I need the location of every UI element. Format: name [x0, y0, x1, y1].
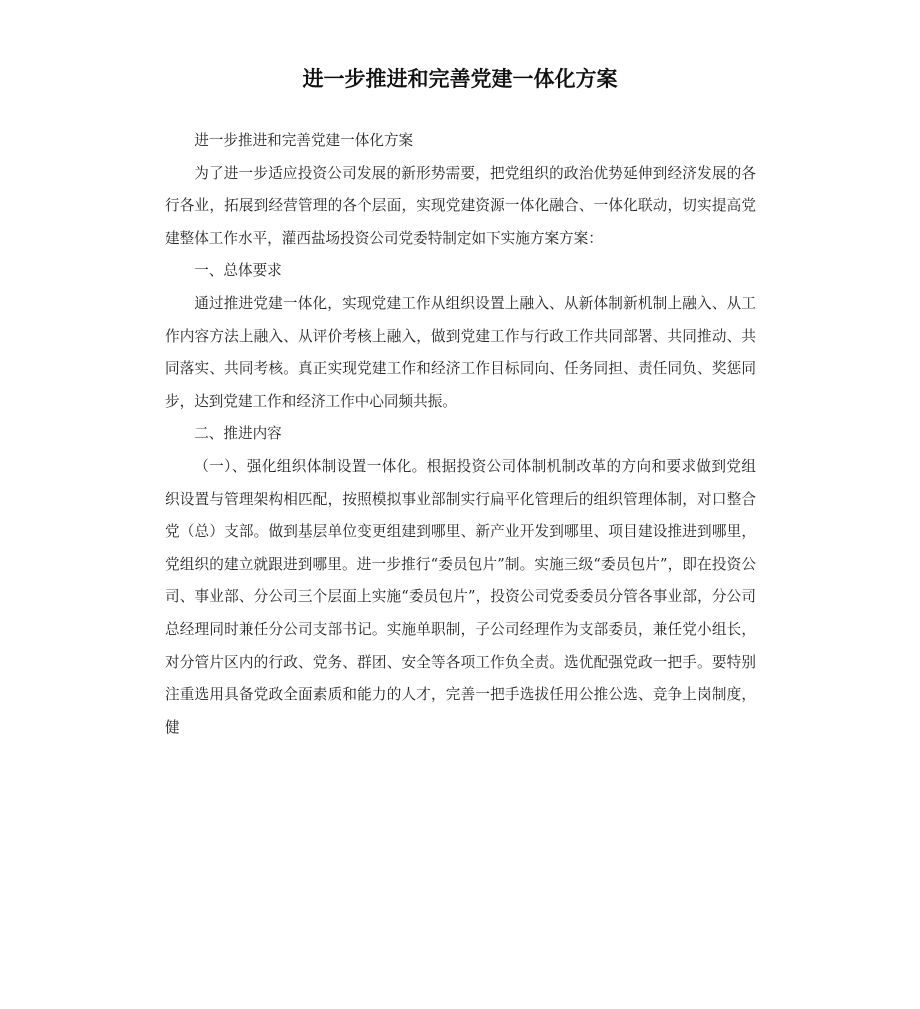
- section-heading-general-requirements: 一、总体要求: [194, 262, 282, 280]
- body-paragraph-organization: （一）、强化组织体制设置一体化。根据投资公司体制机制改革的方向和要求做到党组织设置与管理架构相匹配，按照模拟事业部制实行扁平化管理后的组织管理体制，对口整合党（总）支部。做到基层单位变更组建到哪里、新产业开发到哪里、项目建设推进到哪里，党组织的建立就跟进到哪里。进一步推行“委员包片”制。实施三级“委员包片”，即在投资公司、事业部、分公司三个层面上实施“委员包片”，投资公司党委委员分管各事业部，分公司总经理同时兼任分公司支部书记。实施单职制，子公司经理作为支部委员，兼任党小组长，对分管片区内的行政、党务、群团、安全等各项工作负全责。选优配强党政一把手。要特别注重选用具备党政全面素质和能力的人才，完善一把手选拔任用公推公选、竞争上岗制度，健: [165, 457, 756, 736]
- body-paragraph-requirements: 通过推进党建一体化，实现党建工作从组织设置上融入、从新体制新机制上融入、从工作内容方法上融入、从评价考核上融入，做到党建工作与行政工作共同部署、共同推动、共同落实、共同考核。真正实现党建工作和经济工作目标同向、任务同担、责任同负、奖惩同步，达到党建工作和经济工作中心同频共振。: [165, 294, 756, 410]
- body-paragraph-subtitle: 进一步推进和完善党建一体化方案: [194, 132, 414, 149]
- section-heading-content: 二、推进内容: [194, 425, 282, 443]
- document-title: 进一步推进和完善党建一体化方案: [302, 67, 618, 91]
- body-paragraph-intro: 为了进一步适应投资公司发展的新形势需要，把党组织的政治优势延伸到经济发展的各行各业，拓展到经营管理的各个层面，实现党建资源一体化融合、一体化联动，切实提高党建整体工作水平，灌西盐场投资公司党委特制定如下实施方案方案：: [165, 164, 756, 247]
- document-body: [165, 125, 756, 744]
